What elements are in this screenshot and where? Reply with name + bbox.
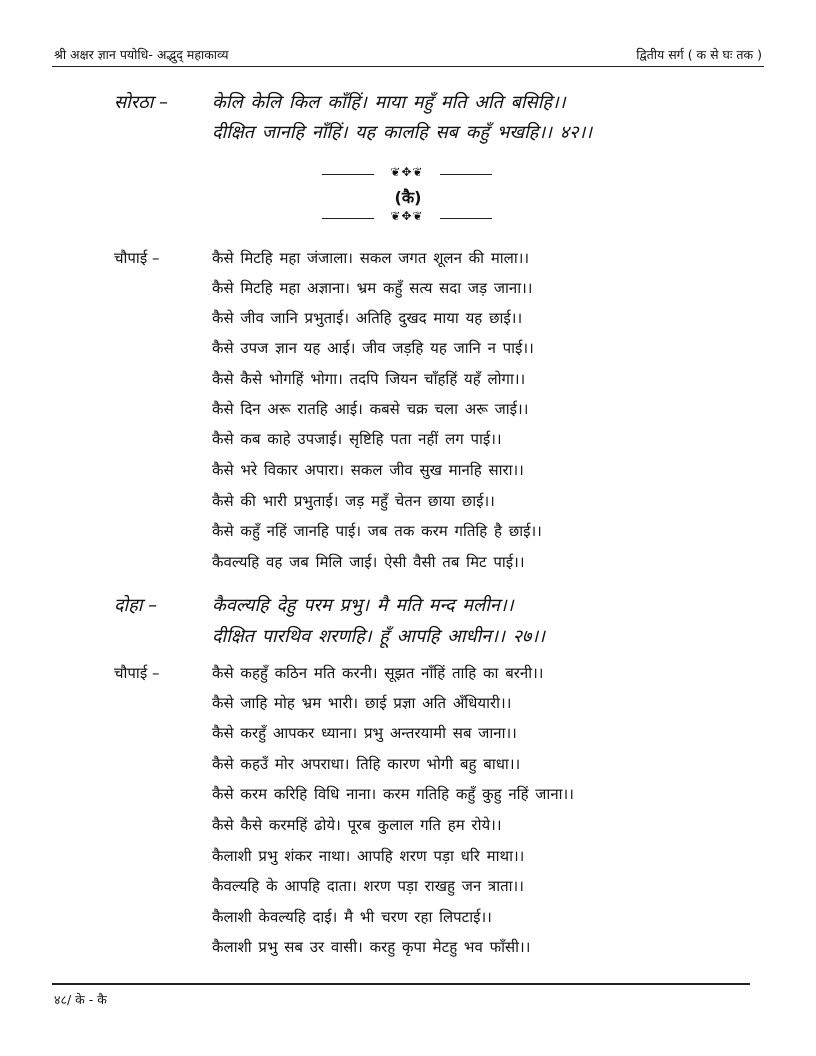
- verse-text: कैसे कैसे करमहिं ढोये। पूरब कुलाल गति हम रोये।।: [212, 816, 502, 834]
- sortha-line-1: [0, 90, 816, 120]
- page-number: ४८/ के - कै: [54, 992, 107, 1007]
- flourish-icon: ❦✥❦: [390, 209, 424, 223]
- chaupai-label: चौपाई –: [114, 664, 160, 682]
- verse-text: कैसे की भारी प्रभुताई। जड़ महुँ चेतन छाया छाई।।: [212, 492, 495, 510]
- verse-text: कैसे करहुँ आपकर ध्याना। प्रभु अन्तरयामी सब जाना।।: [212, 724, 517, 742]
- chaupai1-line-3: [0, 305, 816, 335]
- verse-text: कैसे जीव जानि प्रभुताई। अतिहि दुखद माया यह छाई।।: [212, 309, 523, 327]
- verse-text: कैसे भरे विकार अपारा। सकल जीव सुख मानहि सारा।।: [212, 461, 524, 479]
- chaupai1-line-6: [0, 396, 816, 426]
- doha-line-1: [0, 593, 816, 623]
- chaupai1-line-5: [0, 366, 816, 396]
- verse-text: केलि केलि किल काँहिं। माया महुँ मति अति बसिहि।।: [212, 92, 566, 113]
- verse-text: कैवल्यहि के आपहि दाता। शरण पड़ा राखहु जन त्राता।।: [212, 877, 524, 895]
- chaupai1-line-10: [0, 518, 816, 548]
- verse-text: कैसे कैसे भोगहिं भोगा। तदपि जियन चाँहहिं यहँ लोगा।।: [212, 370, 526, 388]
- verse-text: दीक्षित पारथिव शरणहि। हूँ आपहि आधीन।। २७।।: [212, 626, 545, 647]
- chaupai1-line-4: [0, 335, 816, 365]
- verse-text: कैसे कहउँ मोर अपराधा। तिहि कारण भोगी बहु बाधा।।: [212, 755, 521, 773]
- doha-label: दोहा –: [114, 595, 158, 616]
- ornament-divider-top: [322, 165, 492, 182]
- verse-text: कैवल्यहि वह जब मिलि जाई। ऐसी वैसी तब मिट पाई।।: [212, 553, 525, 571]
- verse-text: कैसे जाहि मोह भ्रम भारी। छाई प्रज्ञा अति अँधियारी।।: [212, 694, 512, 712]
- header-chapter-title: द्वितीय सर्ग ( क से घः तक ): [636, 47, 762, 62]
- ornament-rule: [322, 218, 374, 219]
- chaupai1-line-1: [0, 245, 816, 275]
- page-header: [52, 42, 764, 67]
- ornament-divider-bottom: [322, 209, 492, 226]
- chaupai1-line-9: [0, 488, 816, 518]
- verse-text: कैसे दिन अरू रातहि आई। कबसे चक्र चला अरू जाई।।: [212, 400, 529, 418]
- ornament-rule: [322, 174, 374, 175]
- verse-text: कैसे कब काहे उपजाई। सृष्टिहि पता नहीं लग पाई।।: [212, 430, 502, 448]
- verse-text: कैसे करम करिहि विधि नाना। करम गतिहि कहुँ कुहु नहिं जाना।।: [212, 785, 574, 803]
- chaupai2-line-8: [0, 873, 816, 903]
- verse-text: कैलाशी प्रभु सब उर वासी। करहु कृपा मेटहु भव फाँसी।।: [212, 938, 531, 956]
- verse-text: दीक्षित जानहि नाँहिं। यह कालहि सब कहुँ भखहि।। ४२।।: [212, 122, 593, 143]
- footer-rule: [52, 983, 750, 985]
- chaupai2-line-2: [0, 690, 816, 720]
- verse-text: कैसे मिटहि महा अज्ञाना। भ्रम कहुँ सत्य सदा जड़ जाना।।: [212, 279, 533, 297]
- ornament-rule: [440, 218, 492, 219]
- sortha-label: सोरठा –: [114, 92, 169, 113]
- chaupai2-line-4: [0, 751, 816, 781]
- chaupai1-line-8: [0, 457, 816, 487]
- chaupai-label: चौपाई –: [114, 249, 160, 267]
- chaupai2-line-3: [0, 720, 816, 750]
- header-book-title: श्री अक्षर ज्ञान पयोधि- अद्भुद् महाकाव्य: [54, 47, 229, 62]
- chaupai2-line-6: [0, 812, 816, 842]
- chaupai2-line-5: [0, 781, 816, 811]
- chaupai2-line-1: [0, 660, 816, 690]
- verse-text: कैलाशी प्रभु शंकर नाथा। आपहि शरण पड़ा धरि माथा।।: [212, 847, 525, 865]
- section-title: (कै): [394, 188, 422, 207]
- chaupai1-line-7: [0, 426, 816, 456]
- verse-text: कैसे कहहुँ कठिन मति करनी। सूझत नाँहिं ताहि का बरनी।।: [212, 664, 544, 682]
- chaupai2-line-10: [0, 934, 816, 964]
- chaupai1-line-2: [0, 275, 816, 305]
- chaupai1-line-11: [0, 549, 816, 579]
- sortha-line-2: [0, 120, 816, 150]
- verse-text: कैसे कहुँ नहिं जानहि पाई। जब तक करम गतिहि है छाई।।: [212, 522, 542, 540]
- doha-line-2: [0, 624, 816, 654]
- verse-text: कैलाशी केवल्यहि दाई। मै भी चरण रहा लिपटाई।।: [212, 908, 492, 926]
- verse-text: कैसे उपज ज्ञान यह आई। जीव जड़हि यह जानि न पाई।।: [212, 339, 534, 357]
- verse-text: कैसे मिटहि महा जंजाला। सकल जगत शूलन की माला।।: [212, 249, 530, 267]
- chaupai2-line-9: [0, 904, 816, 934]
- verse-text: कैवल्यहि देहु परम प्रभु। मै मति मन्द मलीन।।: [212, 595, 514, 616]
- flourish-icon: ❦✥❦: [390, 165, 424, 179]
- chaupai2-line-7: [0, 843, 816, 873]
- ornament-rule: [440, 174, 492, 175]
